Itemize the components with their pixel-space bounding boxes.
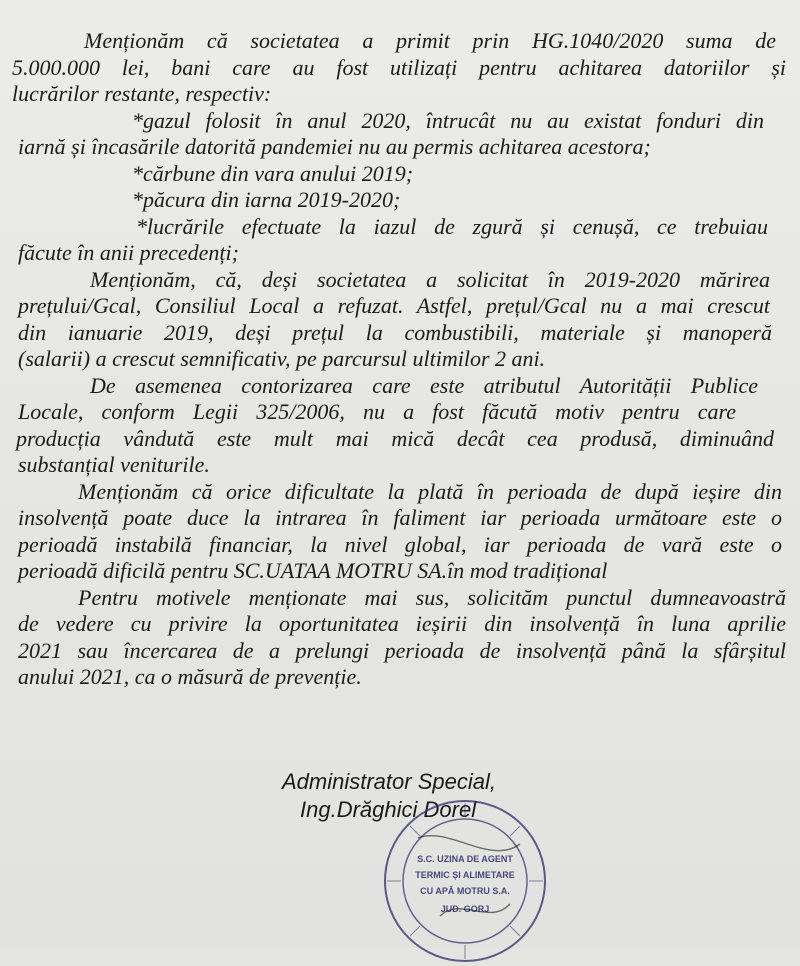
text-line: perioadă dificilă pentru SC.UATAA MOTRU SA.în mod tradițional xyxy=(18,558,608,583)
stamp-line-4: JUD. GORJ xyxy=(440,904,490,914)
text-line: făcute în anii precedenți; xyxy=(18,240,239,265)
text-line: insolvență poate duce la intrarea în faliment iar perioada următoare este o xyxy=(18,505,782,530)
signatory-title: Administrator Special, xyxy=(282,769,496,794)
text-line: Menționăm, că, deși societatea a solicitat în 2019-2020 mărirea xyxy=(90,266,770,292)
text-line: prețului/Gcal, Consiliul Local a refuzat. Astfel, prețul/Gcal nu a mai crescut xyxy=(18,293,770,318)
stamp-outer-ring xyxy=(385,801,545,961)
text-line: 2021 sau încercarea de a prelungi perioada de insolvență până la sfârșitul xyxy=(18,637,786,663)
text-line: *păcura din iarna 2019-2020; xyxy=(132,187,401,212)
stamp-line-2: TERMIC ȘI ALIMETARE xyxy=(415,870,515,880)
document-body xyxy=(12,28,792,691)
text-line: *gazul folosit în anul 2020, întrucât nu au existat fonduri din xyxy=(132,107,764,133)
text-line: Menționăm că orice dificultate la plată în perioada de după ieșire din xyxy=(78,478,782,504)
text-line: lucrărilor restante, respectiv: xyxy=(12,81,272,106)
text-line: De asemenea contorizarea care este atributul Autorității Publice xyxy=(90,372,758,398)
text-line: 5.000.000 lei, bani care au fost utilizați pentru achitarea datoriilor și xyxy=(12,54,786,80)
text-line: de vedere cu privire la oportunitatea ieșirii din insolvență în luna aprilie xyxy=(18,611,786,636)
company-stamp xyxy=(380,796,550,966)
text-line: Pentru motivele menționate mai sus, solicităm punctul dumneavoastră xyxy=(78,584,786,610)
text-line: iarnă și încasările datorită pandemiei nu au permis achitarea acestora; xyxy=(18,134,651,159)
text-line: *lucrările efectuate la iazul de zgură și cenușă, ce trebuiau xyxy=(136,213,768,239)
stamp-ring-marks xyxy=(387,803,543,959)
signatory-name: Ing.Drăghici Dorel xyxy=(300,797,477,822)
text-line: perioadă instabilă financiar, la nivel global, iar perioada de vară este o xyxy=(18,531,782,557)
stamp-line-1: S.C. UZINA DE AGENT xyxy=(417,854,513,864)
text-line: Locale, conform Legii 325/2006, nu a fost făcută motiv pentru care xyxy=(18,399,736,424)
text-line: producția vândută este mult mai mică decât cea produsă, diminuând xyxy=(16,425,774,451)
text-line: (salarii) a crescut semnificativ, pe parcursul ultimilor 2 ani. xyxy=(18,346,546,371)
text-line: din ianuarie 2019, deși prețul la combustibili, materiale și manoperă xyxy=(18,319,772,345)
text-line: Menționăm că societatea a primit prin HG.1040/2020 suma de xyxy=(84,28,776,53)
text-line: substanțial veniturile. xyxy=(18,452,210,477)
text-line: anului 2021, ca o măsură de prevenție. xyxy=(18,664,362,689)
stamp-line-3: CU APĂ MOTRU S.A. xyxy=(420,886,510,896)
text-line: *cărbune din vara anului 2019; xyxy=(132,160,414,186)
